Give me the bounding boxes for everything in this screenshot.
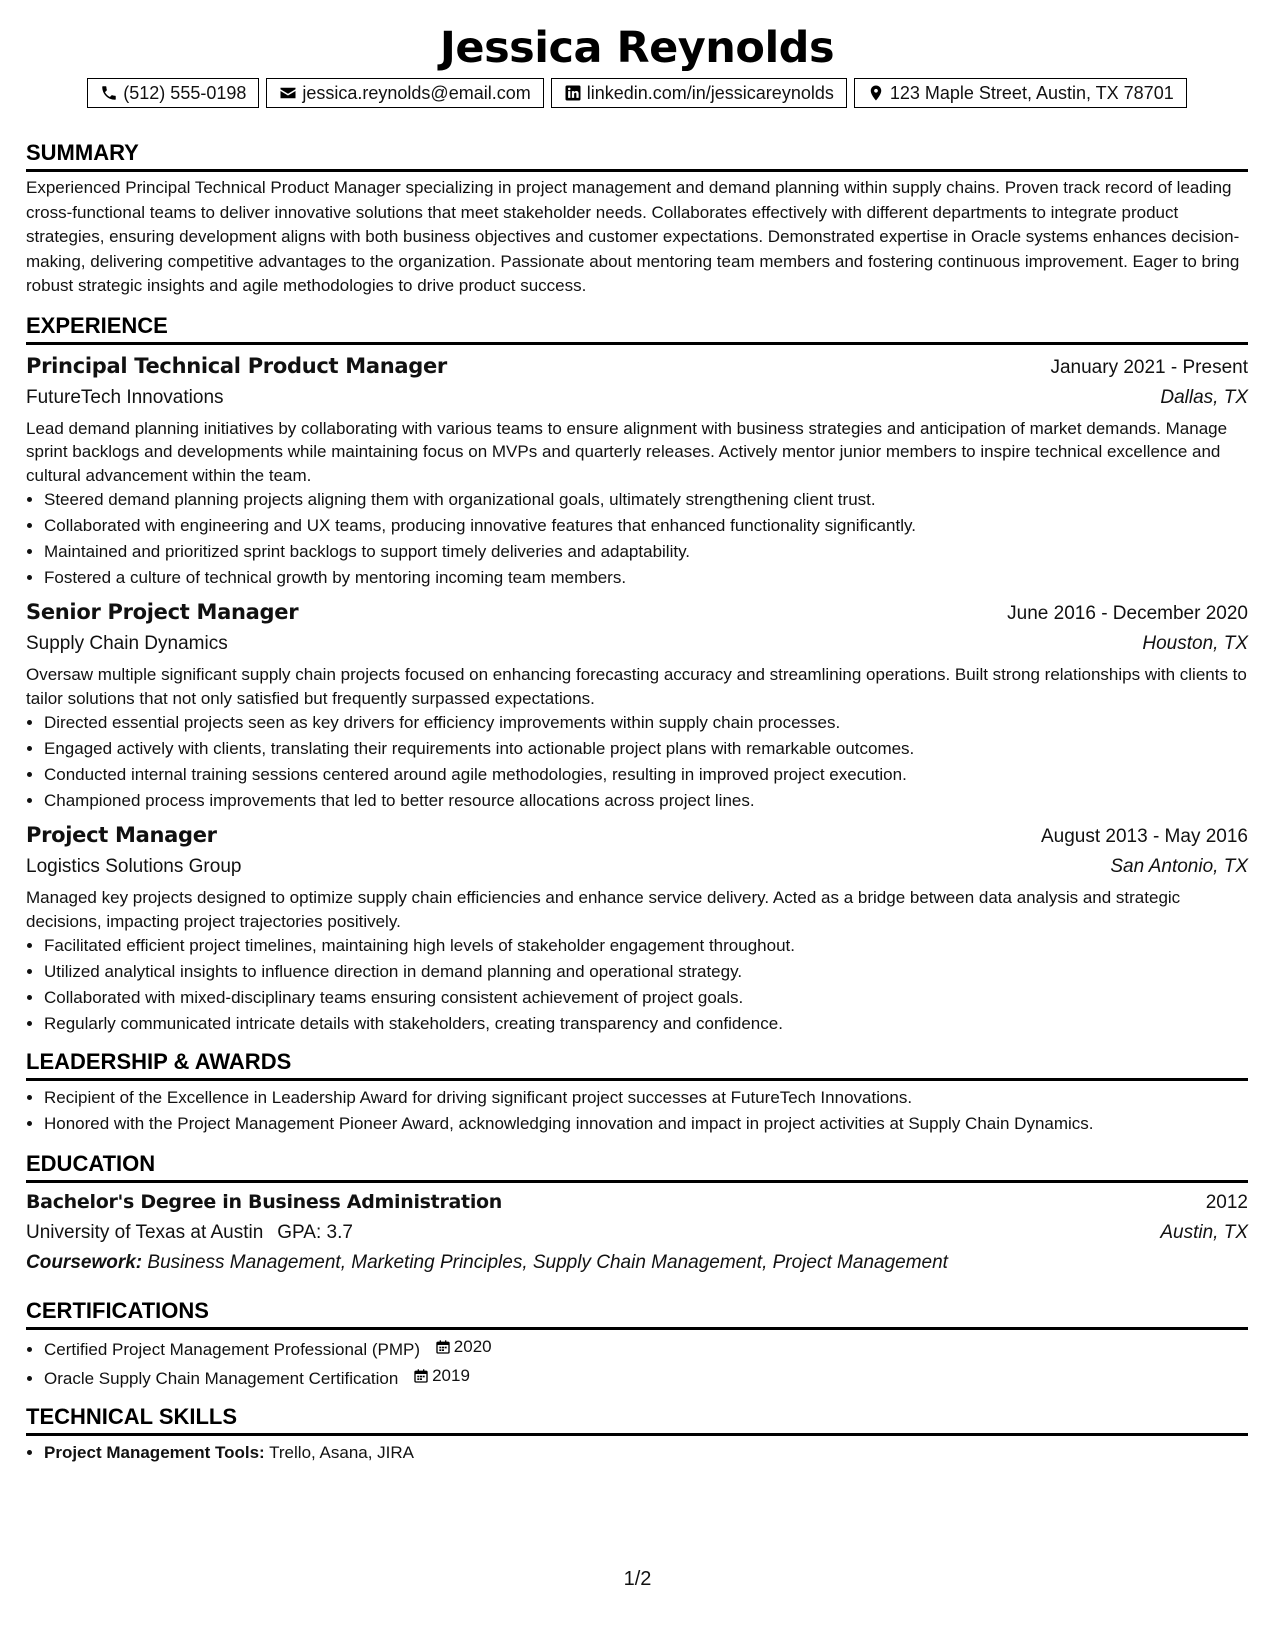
- list-item: • Collaborated with engineering and UX teams, producing innovative features that enhanced functionality significantly.: [44, 513, 1248, 539]
- graduation-year: 2012: [1205, 1192, 1248, 1214]
- job-date: June 2016 - December 2020: [1007, 603, 1248, 625]
- list-item: • Conducted internal training sessions centered around agile methodologies, resulting in improved project execution.: [44, 762, 1248, 788]
- linkedin-icon: [564, 84, 582, 102]
- list-item: • Facilitated efficient project timelines, maintaining high levels of stakeholder engagement throughout.: [44, 933, 1248, 959]
- list-item: • Regularly communicated intricate details with stakeholders, creating transparency and confidence.: [44, 1011, 1248, 1037]
- list-item: [44, 1363, 1248, 1392]
- cert-year: 2020: [453, 1337, 492, 1357]
- job-bullets: [26, 710, 1248, 814]
- summary-heading: SUMMARY: [26, 138, 1248, 172]
- skills-section: [26, 1402, 1248, 1466]
- job-date: January 2021 - Present: [1050, 356, 1248, 378]
- job-location: Dallas, TX: [1160, 386, 1248, 408]
- job-company: FutureTech Innovations: [26, 386, 224, 408]
- contact-linkedin: [551, 78, 847, 108]
- experience-heading: EXPERIENCE: [26, 311, 1248, 345]
- list-item: • Honored with the Project Management Pioneer Award, acknowledging innovation and impact in project activities at Supply Chain Dynamics.: [44, 1111, 1248, 1137]
- phone-icon: [100, 84, 118, 102]
- envelope-icon: [279, 84, 297, 102]
- contact-bar: [26, 78, 1248, 108]
- education-heading: EDUCATION: [26, 1149, 1248, 1183]
- list-item: [44, 1334, 1248, 1363]
- job-location: San Antonio, TX: [1110, 856, 1248, 878]
- list-item: • Engaged actively with clients, translating their requirements into actionable project plans with remarkable outcomes.: [44, 736, 1248, 762]
- job-bullets: [26, 933, 1248, 1037]
- cert-name: Certified Project Management Professional (PMP): [44, 1340, 421, 1360]
- list-item: • Championed process improvements that led to better resource allocations across project lines.: [44, 788, 1248, 814]
- list-item: • Recipient of the Excellence in Leadership Award for driving significant project successes at FutureTech Innovations.: [44, 1085, 1248, 1111]
- coursework-list: Business Management, Marketing Principles, Supply Chain Management, Project Management: [147, 1252, 948, 1274]
- contact-email-text: jessica.reynolds@email.com: [302, 83, 531, 103]
- cert-year: 2019: [432, 1366, 470, 1386]
- certifications-list: [26, 1334, 1248, 1392]
- coursework: [26, 1248, 1248, 1278]
- contact-address-text: 123 Maple Street, Austin, TX 78701: [889, 83, 1174, 103]
- job-company: Supply Chain Dynamics: [26, 633, 228, 655]
- education-section: [26, 1149, 1248, 1278]
- skill-label: Project Management Tools:: [44, 1443, 265, 1463]
- calendar-icon: [435, 1339, 451, 1355]
- list-item: • Steered demand planning projects aligning them with organizational goals, ultimately strengthening client trust.: [44, 487, 1248, 513]
- summary-text: Experienced Principal Technical Product Manager specializing in project management and demand planning within supply chains. Proven track record of leading cross-functional teams to deliver innovative solutions that meet stakeholder needs. Collaborates effectively with different departments to integrate product strategies, ensuring development aligns with both business objectives and customer expectations. Demonstrated expertise in Oracle systems enhances decision-making, delivering competitive advantages to the organization. Passionate about mentoring team members and fostering continuous improvement. Eager to bring robust strategic insights and agile methodologies to drive product success.: [26, 178, 1240, 296]
- certifications-heading: CERTIFICATIONS: [26, 1296, 1248, 1330]
- job-title: Senior Project Manager: [26, 600, 299, 625]
- map-pin-icon: [867, 84, 885, 102]
- summary-section: [26, 138, 1248, 299]
- contact-address: [854, 78, 1187, 108]
- job-company: Logistics Solutions Group: [26, 856, 242, 878]
- list-item: • Maintained and prioritized sprint backlogs to support timely deliveries and adaptability.: [44, 539, 1248, 565]
- job-entry: [26, 820, 1248, 1037]
- list-item: • Directed essential projects seen as key drivers for efficiency improvements within supply chain processes.: [44, 710, 1248, 736]
- job-location: Houston, TX: [1142, 633, 1248, 655]
- job-date: August 2013 - May 2016: [1040, 826, 1248, 848]
- coursework-label: Coursework:: [26, 1252, 143, 1274]
- awards-heading: LEADERSHIP & AWARDS: [26, 1047, 1248, 1081]
- contact-phone-text: (512) 555-0198: [123, 83, 247, 103]
- experience-section: [26, 311, 1248, 1038]
- list-item: • Fostered a culture of technical growth by mentoring incoming team members.: [44, 565, 1248, 591]
- job-entry: [26, 597, 1248, 814]
- page-number: 1/2: [623, 1568, 652, 1590]
- calendar-icon: [413, 1368, 429, 1384]
- resume-page: [26, 22, 1248, 1466]
- job-title: Project Manager: [26, 823, 217, 848]
- cert-name: Oracle Supply Chain Management Certification: [44, 1369, 399, 1389]
- candidate-name: Jessica Reynolds: [439, 23, 835, 73]
- school-location: Austin, TX: [1160, 1222, 1248, 1244]
- list-item: [44, 1440, 1248, 1466]
- job-title: Principal Technical Product Manager: [26, 353, 447, 378]
- job-bullets: [26, 487, 1248, 591]
- job-description: Managed key projects designed to optimize supply chain efficiencies and enhance service delivery. Acted as a bridge between data analysis and strategic decisions, impacting project trajectories positively.: [26, 888, 1181, 931]
- list-item: • Utilized analytical insights to influence direction in demand planning and operational strategy.: [44, 959, 1248, 985]
- skills-heading: TECHNICAL SKILLS: [26, 1402, 1248, 1436]
- awards-list: [26, 1085, 1248, 1137]
- gpa: GPA: 3.7: [277, 1222, 353, 1244]
- skill-value: Trello, Asana, JIRA: [269, 1443, 415, 1463]
- list-item: • Collaborated with mixed-disciplinary teams ensuring consistent achievement of project goals.: [44, 985, 1248, 1011]
- school-name: University of Texas at Austin: [26, 1222, 264, 1244]
- certifications-section: [26, 1296, 1248, 1392]
- degree-title: Bachelor's Degree in Business Administration: [26, 1191, 503, 1214]
- awards-section: [26, 1047, 1248, 1137]
- contact-email: [266, 78, 543, 108]
- job-entry: [26, 351, 1248, 592]
- skills-list: [26, 1440, 1248, 1466]
- job-description: Oversaw multiple significant supply chain projects focused on enhancing forecasting accuracy and streamlining operations. Built strong relationships with clients to tailor solutions that not only satisfied but frequently surpassed expectations.: [26, 665, 1247, 708]
- contact-linkedin-text: linkedin.com/in/jessicareynolds: [586, 83, 834, 103]
- job-description: Lead demand planning initiatives by collaborating with various teams to ensure alignment with business strategies and anticipation of market demands. Manage sprint backlogs and developments while maintaining focus on MVPs and quarterly releases. Actively mentor junior members to inspire technical excellence and cultural advancement within the team.: [26, 418, 1228, 485]
- contact-phone: [87, 78, 259, 108]
